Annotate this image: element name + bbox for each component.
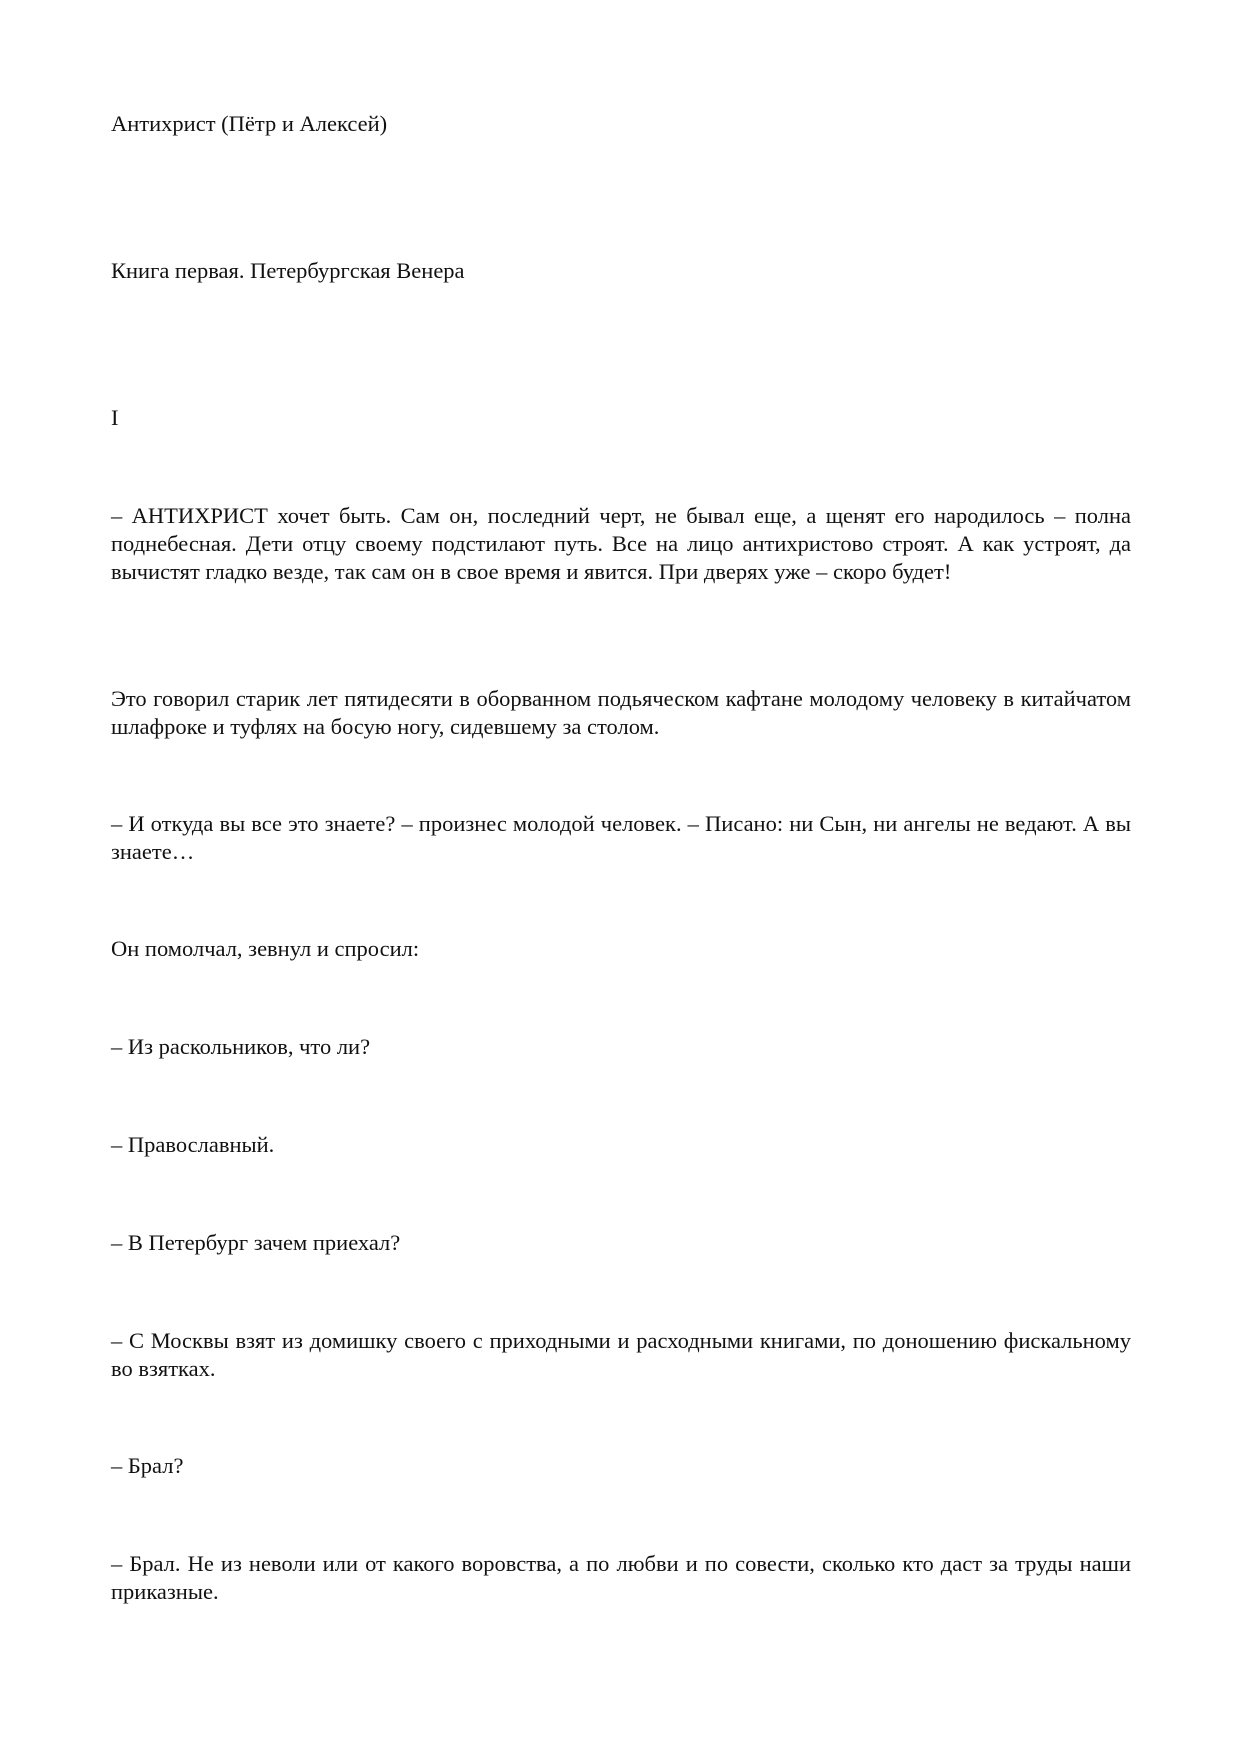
paragraph: Это говорил старик лет пятидесяти в оборванном подьяческом кафтане молодому человеку в китайчатом шлафроке и туфлях на босую ногу, сидевшему за столом. xyxy=(111,686,1131,739)
paragraph: – И откуда вы все это знаете? – произнес молодой человек. – Писано: ни Сын, ни ангелы не ведают. А вы знаете… xyxy=(111,811,1131,864)
paragraph: – Брал? xyxy=(111,1453,184,1478)
paragraph: Он помолчал, зевнул и спросил: xyxy=(111,936,420,961)
paragraph: – АНТИХРИСТ хочет быть. Сам он, последний черт, не бывал еще, а щенят его народилось – полна поднебесная. Дети отцу своему подстилают путь. Все на лицо антихристово строят. А как устроят, да вычистят гладко везде, так сам он в свое время и явится. При дверях уже – скоро будет! xyxy=(111,503,1131,584)
paragraph: – Православный. xyxy=(111,1132,275,1157)
document-title: Антихрист (Пётр и Алексей) xyxy=(111,111,388,136)
paragraph: – Брал. Не из неволи или от какого воровства, а по любви и по совести, сколько кто даст за труды наши приказные. xyxy=(111,1551,1131,1604)
book-subtitle: Книга первая. Петербургская Венера xyxy=(111,258,465,283)
chapter-number: I xyxy=(111,405,119,430)
paragraph: – С Москвы взят из домишку своего с приходными и расходными книгами, по доношению фискальному во взятках. xyxy=(111,1328,1131,1381)
paragraph: – В Петербург зачем приехал? xyxy=(111,1230,401,1255)
paragraph: – Из раскольников, что ли? xyxy=(111,1034,371,1059)
